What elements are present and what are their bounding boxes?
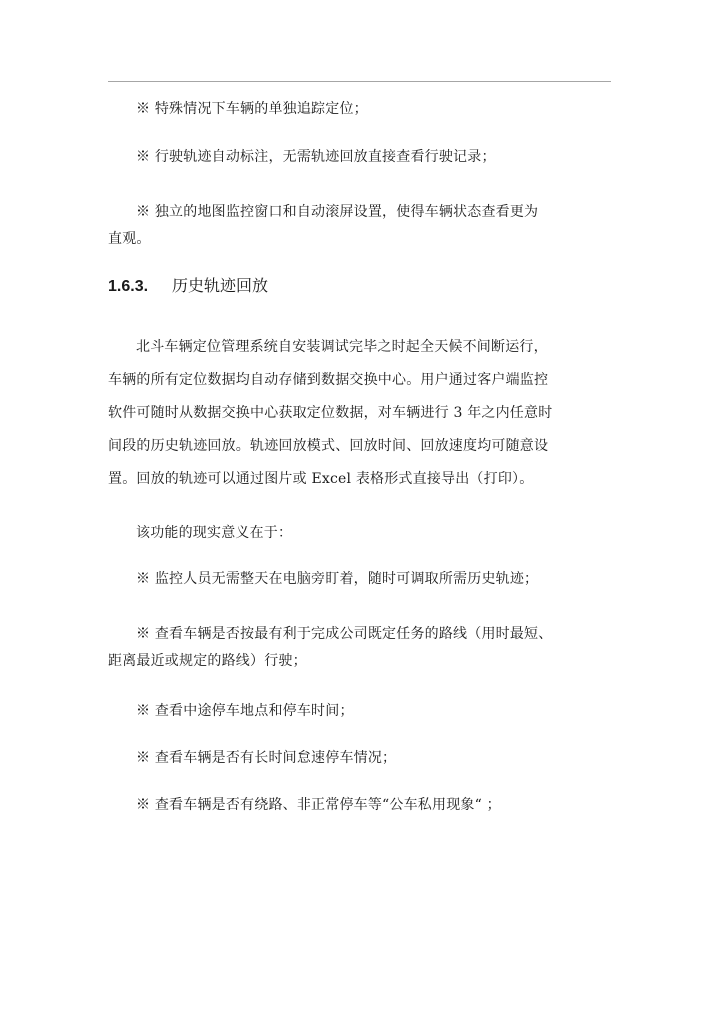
bullet-continuation: 距离最近或规定的路线）行驶； (108, 653, 307, 669)
significance-intro: 该功能的现实意义在于： (136, 525, 293, 541)
bullet-item: ※ 监控人员无需整天在电脑旁盯着，随时可调取所需历史轨迹； (136, 571, 539, 587)
bullet-item: ※ 查看车辆是否有绕路、非正常停车等“公车私用现象“ ； (136, 797, 501, 813)
bullet-item: ※ 独立的地图监控窗口和自动滚屏设置，使得车辆状态查看更为 (136, 204, 539, 220)
bullet-item: ※ 查看车辆是否有长时间怠速停车情况； (136, 750, 397, 766)
paragraph-line: 软件可随时从数据交换中心获取定位数据，对车辆进行 3 年之内任意时 (108, 405, 553, 421)
paragraph-line: 北斗车辆定位管理系统自安装调试完毕之时起全天候不间断运行， (136, 339, 548, 355)
paragraph-line: 间段的历史轨迹回放。轨迹回放模式、回放时间、回放速度均可随意设 (108, 438, 549, 454)
bullet-item: ※ 特殊情况下车辆的单独追踪定位； (136, 101, 368, 117)
section-title: 历史轨迹回放 (172, 276, 269, 295)
bullet-continuation: 直观。 (108, 231, 151, 247)
section-heading (108, 275, 608, 297)
bullet-item: ※ 查看中途停车地点和停车时间； (136, 703, 354, 719)
section-number: 1.6.3. (108, 278, 149, 295)
bullet-item: ※ 行驶轨迹自动标注，无需轨迹回放直接查看行驶记录； (136, 149, 496, 165)
bullet-item: ※ 查看车辆是否按最有利于完成公司既定任务的路线（用时最短、 (136, 626, 553, 642)
paragraph-line: 车辆的所有定位数据均自动存储到数据交换中心。用户通过客户端监控 (108, 372, 549, 388)
paragraph-line: 置。回放的轨迹可以通过图片或 Excel 表格形式直接导出（打印）。 (108, 471, 534, 487)
header-divider (108, 81, 611, 82)
